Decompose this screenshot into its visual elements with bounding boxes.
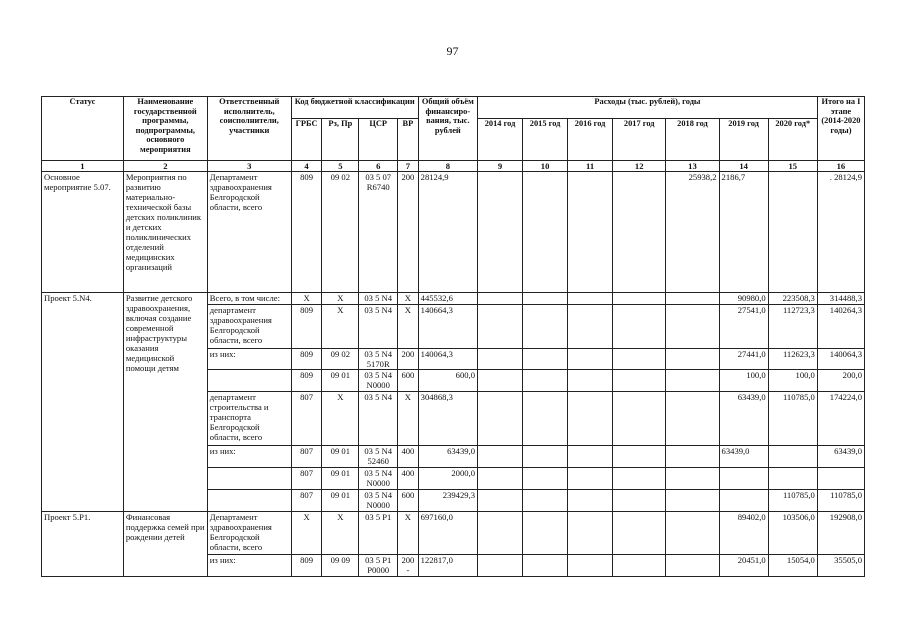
header-executor: Ответственный исполнитель, соисполнители, участники <box>207 97 291 161</box>
cell-2019: 90980,0 <box>719 293 768 305</box>
cell-2014 <box>478 555 523 577</box>
cell-rz-pr: 09 02 <box>322 349 359 370</box>
header-total-stage: Итого на I этапе (2014-2020 годы) <box>817 97 864 161</box>
cell-2017 <box>613 349 666 370</box>
cell-sum: 140064,3 <box>817 349 864 370</box>
cell-vr: 600 <box>398 370 419 392</box>
cell-executor: департамент здравоохранения Белгородской области, всего <box>207 305 291 349</box>
cell-grbs: 809 <box>291 172 322 293</box>
cell-executor: Всего, в том числе: <box>207 293 291 305</box>
cell-total: 445532,6 <box>418 293 477 305</box>
cell-total: 304868,3 <box>418 392 477 446</box>
cell-executor <box>207 468 291 490</box>
cell-2015 <box>523 446 568 468</box>
cell-rz-pr: X <box>322 305 359 349</box>
cell-2018 <box>666 555 719 577</box>
cell-rz-pr: X <box>322 293 359 305</box>
cell-2018: 25938,2 <box>666 172 719 293</box>
cell-sum: 200,0 <box>817 370 864 392</box>
cell-2015 <box>523 490 568 512</box>
cell-2020: 112723,3 <box>768 305 817 349</box>
cell-executor: департамент строительства и транспорта Белгородской области, всего <box>207 392 291 446</box>
header-grbs: ГРБС <box>291 119 322 161</box>
cell-2014 <box>478 446 523 468</box>
cell-rz-pr: 09 01 <box>322 370 359 392</box>
cell-2016 <box>568 512 613 555</box>
cell-name: Мероприятия по развитию материально-технической базы детских поликлиник и детских поликлинических отделений медицинских организаций <box>123 172 207 293</box>
cell-sum: 35505,0 <box>817 555 864 577</box>
cell-grbs: X <box>291 293 322 305</box>
header-rz-pr: Рз, Пр <box>322 119 359 161</box>
cell-executor <box>207 490 291 512</box>
header-2020: 2020 год* <box>768 119 817 161</box>
cell-2018 <box>666 305 719 349</box>
cell-2019: 27441,0 <box>719 349 768 370</box>
cell-2017 <box>613 555 666 577</box>
cell-2020: 112623,3 <box>768 349 817 370</box>
cell-grbs: X <box>291 512 322 555</box>
cell-2014 <box>478 305 523 349</box>
cell-total: 239429,3 <box>418 490 477 512</box>
cell-2016 <box>568 392 613 446</box>
cell-2019: 63439,0 <box>719 392 768 446</box>
cell-vr: 200 <box>398 172 419 293</box>
column-number: 11 <box>568 161 613 172</box>
cell-2014 <box>478 172 523 293</box>
cell-2015 <box>523 293 568 305</box>
cell-2016 <box>568 490 613 512</box>
cell-sum: 110785,0 <box>817 490 864 512</box>
cell-grbs: 807 <box>291 446 322 468</box>
header-2014: 2014 год <box>478 119 523 161</box>
cell-grbs: 809 <box>291 370 322 392</box>
header-2015: 2015 год <box>523 119 568 161</box>
cell-2016 <box>568 349 613 370</box>
cell-executor: из них: <box>207 349 291 370</box>
cell-csr: 03 5 N4 <box>359 392 398 446</box>
cell-status: Проект 5.N4. <box>42 293 124 512</box>
column-number: 12 <box>613 161 666 172</box>
cell-rz-pr: 09 09 <box>322 555 359 577</box>
cell-2018 <box>666 293 719 305</box>
cell-2015 <box>523 305 568 349</box>
cell-2018 <box>666 490 719 512</box>
cell-2016 <box>568 172 613 293</box>
column-number: 14 <box>719 161 768 172</box>
cell-name: Финансовая поддержка семей при рождении детей <box>123 512 207 577</box>
cell-csr: 03 5 N4 <box>359 305 398 349</box>
cell-csr: 03 5 07 R6740 <box>359 172 398 293</box>
cell-2019: 27541,0 <box>719 305 768 349</box>
cell-2016 <box>568 446 613 468</box>
cell-2017 <box>613 392 666 446</box>
cell-sum: 140264,3 <box>817 305 864 349</box>
cell-vr: 400 <box>398 468 419 490</box>
cell-2017 <box>613 490 666 512</box>
cell-grbs: 807 <box>291 392 322 446</box>
cell-rz-pr: 09 02 <box>322 172 359 293</box>
column-number: 4 <box>291 161 322 172</box>
header-csr: ЦСР <box>359 119 398 161</box>
cell-executor: Департамент здравоохранения Белгородской области, всего <box>207 512 291 555</box>
cell-sum: 314488,3 <box>817 293 864 305</box>
cell-2015 <box>523 512 568 555</box>
cell-status: Проект 5.Р1. <box>42 512 124 577</box>
cell-csr: 03 5 N4 N0000 <box>359 468 398 490</box>
cell-csr: 03 5 P1 P0000 <box>359 555 398 577</box>
cell-2018 <box>666 512 719 555</box>
page-number: 97 <box>446 44 459 58</box>
table-row <box>42 512 865 555</box>
cell-csr: 03 5 P1 <box>359 512 398 555</box>
cell-2016 <box>568 305 613 349</box>
cell-vr: 200 - <box>398 555 419 577</box>
cell-2020 <box>768 446 817 468</box>
cell-total: 2000,0 <box>418 468 477 490</box>
cell-2020: 110785,0 <box>768 392 817 446</box>
cell-vr: X <box>398 512 419 555</box>
cell-2020 <box>768 468 817 490</box>
cell-2018 <box>666 446 719 468</box>
cell-2018 <box>666 392 719 446</box>
cell-2018 <box>666 349 719 370</box>
table-row <box>42 172 865 293</box>
header-status: Статус <box>42 97 124 161</box>
cell-2017 <box>613 305 666 349</box>
cell-2014 <box>478 293 523 305</box>
column-number: 10 <box>523 161 568 172</box>
cell-sum: 174224,0 <box>817 392 864 446</box>
column-number: 13 <box>666 161 719 172</box>
cell-name: Развитие детского здравоохранения, включая создание современной инфраструктуры оказания медицинской помощи детям <box>123 293 207 512</box>
cell-2020: 103506,0 <box>768 512 817 555</box>
column-number: 8 <box>418 161 477 172</box>
cell-2016 <box>568 293 613 305</box>
cell-2016 <box>568 370 613 392</box>
cell-vr: 400 <box>398 446 419 468</box>
column-number: 16 <box>817 161 864 172</box>
cell-grbs: 809 <box>291 305 322 349</box>
cell-vr: X <box>398 305 419 349</box>
cell-executor: Департамент здравоохранения Белгородской области, всего <box>207 172 291 293</box>
cell-csr: 03 5 N4 N0000 <box>359 370 398 392</box>
column-number: 6 <box>359 161 398 172</box>
cell-2014 <box>478 370 523 392</box>
cell-2014 <box>478 392 523 446</box>
cell-grbs: 809 <box>291 555 322 577</box>
cell-2020 <box>768 172 817 293</box>
cell-sum: 192908,0 <box>817 512 864 555</box>
header-2016: 2016 год <box>568 119 613 161</box>
header-2019: 2019 год <box>719 119 768 161</box>
cell-executor <box>207 370 291 392</box>
cell-2015 <box>523 172 568 293</box>
cell-2017 <box>613 370 666 392</box>
cell-2019 <box>719 490 768 512</box>
header-2017: 2017 год <box>613 119 666 161</box>
cell-sum: 63439,0 <box>817 446 864 468</box>
cell-2019: 20451,0 <box>719 555 768 577</box>
header-expenses: Расходы (тыс. рублей), годы <box>478 97 818 119</box>
cell-sum: . 28124,9 <box>817 172 864 293</box>
cell-2020: 15054,0 <box>768 555 817 577</box>
cell-2018 <box>666 468 719 490</box>
cell-csr: 03 5 N4 52460 <box>359 446 398 468</box>
cell-grbs: 807 <box>291 468 322 490</box>
cell-2017 <box>613 512 666 555</box>
cell-executor: из них: <box>207 446 291 468</box>
cell-grbs: 809 <box>291 349 322 370</box>
cell-2019: 63439,0 <box>719 446 768 468</box>
cell-vr: 600 <box>398 490 419 512</box>
cell-csr: 03 5 N4 5170R <box>359 349 398 370</box>
cell-2017 <box>613 172 666 293</box>
cell-2019: 100,0 <box>719 370 768 392</box>
cell-2015 <box>523 555 568 577</box>
cell-2015 <box>523 370 568 392</box>
cell-2019: 2186,7 <box>719 172 768 293</box>
budget-table <box>41 96 865 577</box>
cell-2014 <box>478 468 523 490</box>
cell-2015 <box>523 349 568 370</box>
cell-2020: 223508,3 <box>768 293 817 305</box>
cell-rz-pr: 09 01 <box>322 446 359 468</box>
cell-2020: 100,0 <box>768 370 817 392</box>
cell-total: 600,0 <box>418 370 477 392</box>
header-2018: 2018 год <box>666 119 719 161</box>
cell-2020: 110785,0 <box>768 490 817 512</box>
header-program-name: Наименование государственной программы, подпрограммы, основного мероприятия <box>123 97 207 161</box>
cell-2017 <box>613 446 666 468</box>
cell-2019 <box>719 468 768 490</box>
column-number: 15 <box>768 161 817 172</box>
column-number: 5 <box>322 161 359 172</box>
cell-sum <box>817 468 864 490</box>
cell-2015 <box>523 392 568 446</box>
cell-total: 63439,0 <box>418 446 477 468</box>
cell-2017 <box>613 293 666 305</box>
cell-2016 <box>568 555 613 577</box>
cell-total: 140064,3 <box>418 349 477 370</box>
cell-2019: 89402,0 <box>719 512 768 555</box>
cell-2014 <box>478 349 523 370</box>
column-number-row <box>42 161 865 172</box>
cell-total: 140664,3 <box>418 305 477 349</box>
cell-executor: из них: <box>207 555 291 577</box>
cell-2014 <box>478 512 523 555</box>
cell-rz-pr: X <box>322 392 359 446</box>
table-row <box>42 293 865 305</box>
cell-total: 697160,0 <box>418 512 477 555</box>
column-number: 2 <box>123 161 207 172</box>
cell-vr: X <box>398 392 419 446</box>
cell-csr: 03 5 N4 <box>359 293 398 305</box>
cell-rz-pr: 09 01 <box>322 490 359 512</box>
column-number: 9 <box>478 161 523 172</box>
cell-2018 <box>666 370 719 392</box>
column-number: 7 <box>398 161 419 172</box>
cell-2017 <box>613 468 666 490</box>
cell-grbs: 807 <box>291 490 322 512</box>
cell-csr: 03 5 N4 N0000 <box>359 490 398 512</box>
column-number: 3 <box>207 161 291 172</box>
cell-rz-pr: X <box>322 512 359 555</box>
cell-2015 <box>523 468 568 490</box>
cell-vr: X <box>398 293 419 305</box>
cell-rz-pr: 09 01 <box>322 468 359 490</box>
cell-2014 <box>478 490 523 512</box>
cell-total: 28124,9 <box>418 172 477 293</box>
cell-status: Основное мероприятие 5.07. <box>42 172 124 293</box>
cell-2016 <box>568 468 613 490</box>
column-number: 1 <box>42 161 124 172</box>
cell-total: 122817,0 <box>418 555 477 577</box>
header-total-volume: Общий объём финансиро-вания, тыс. рублей <box>418 97 477 161</box>
header-budget-code: Код бюджетной классификации <box>291 97 418 119</box>
header-vr: ВР <box>398 119 419 161</box>
cell-vr: 200 <box>398 349 419 370</box>
